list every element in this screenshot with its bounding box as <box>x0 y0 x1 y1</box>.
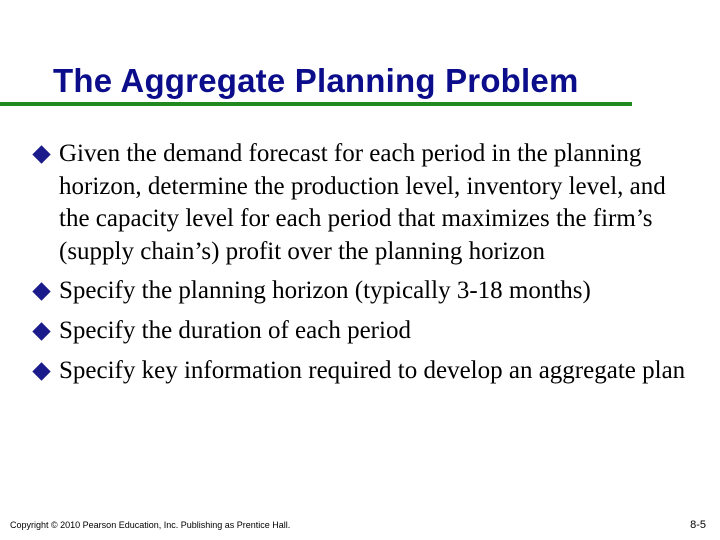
diamond-bullet-icon <box>32 322 50 340</box>
title-underline <box>0 102 632 106</box>
bullet-item <box>32 355 702 388</box>
bullet-text: Specify key information required to develop an aggregate plan <box>59 356 686 384</box>
diamond-bullet-icon <box>32 362 50 380</box>
page-number: 8-5 <box>690 519 706 531</box>
slide-title: The Aggregate Planning Problem <box>53 62 579 99</box>
bullet-item <box>32 275 702 308</box>
bullet-text: Specify the planning horizon (typically 3-18 months) <box>59 277 591 305</box>
bullet-list <box>32 138 702 394</box>
bullet-item <box>32 138 702 268</box>
bullet-text: Specify the duration of each period <box>59 316 411 344</box>
copyright-footer: Copyright © 2010 Pearson Education, Inc. Publishing as Prentice Hall. <box>10 520 291 530</box>
diamond-bullet-icon <box>32 145 50 163</box>
diamond-bullet-icon <box>32 283 50 301</box>
bullet-text: Given the demand forecast for each period in the planning horizon, determine the production level, inventory level, and the capacity level for each period that maximizes the firm’s (supply chain’s) profit over the planning horizon <box>59 140 666 265</box>
bullet-item <box>32 315 702 348</box>
